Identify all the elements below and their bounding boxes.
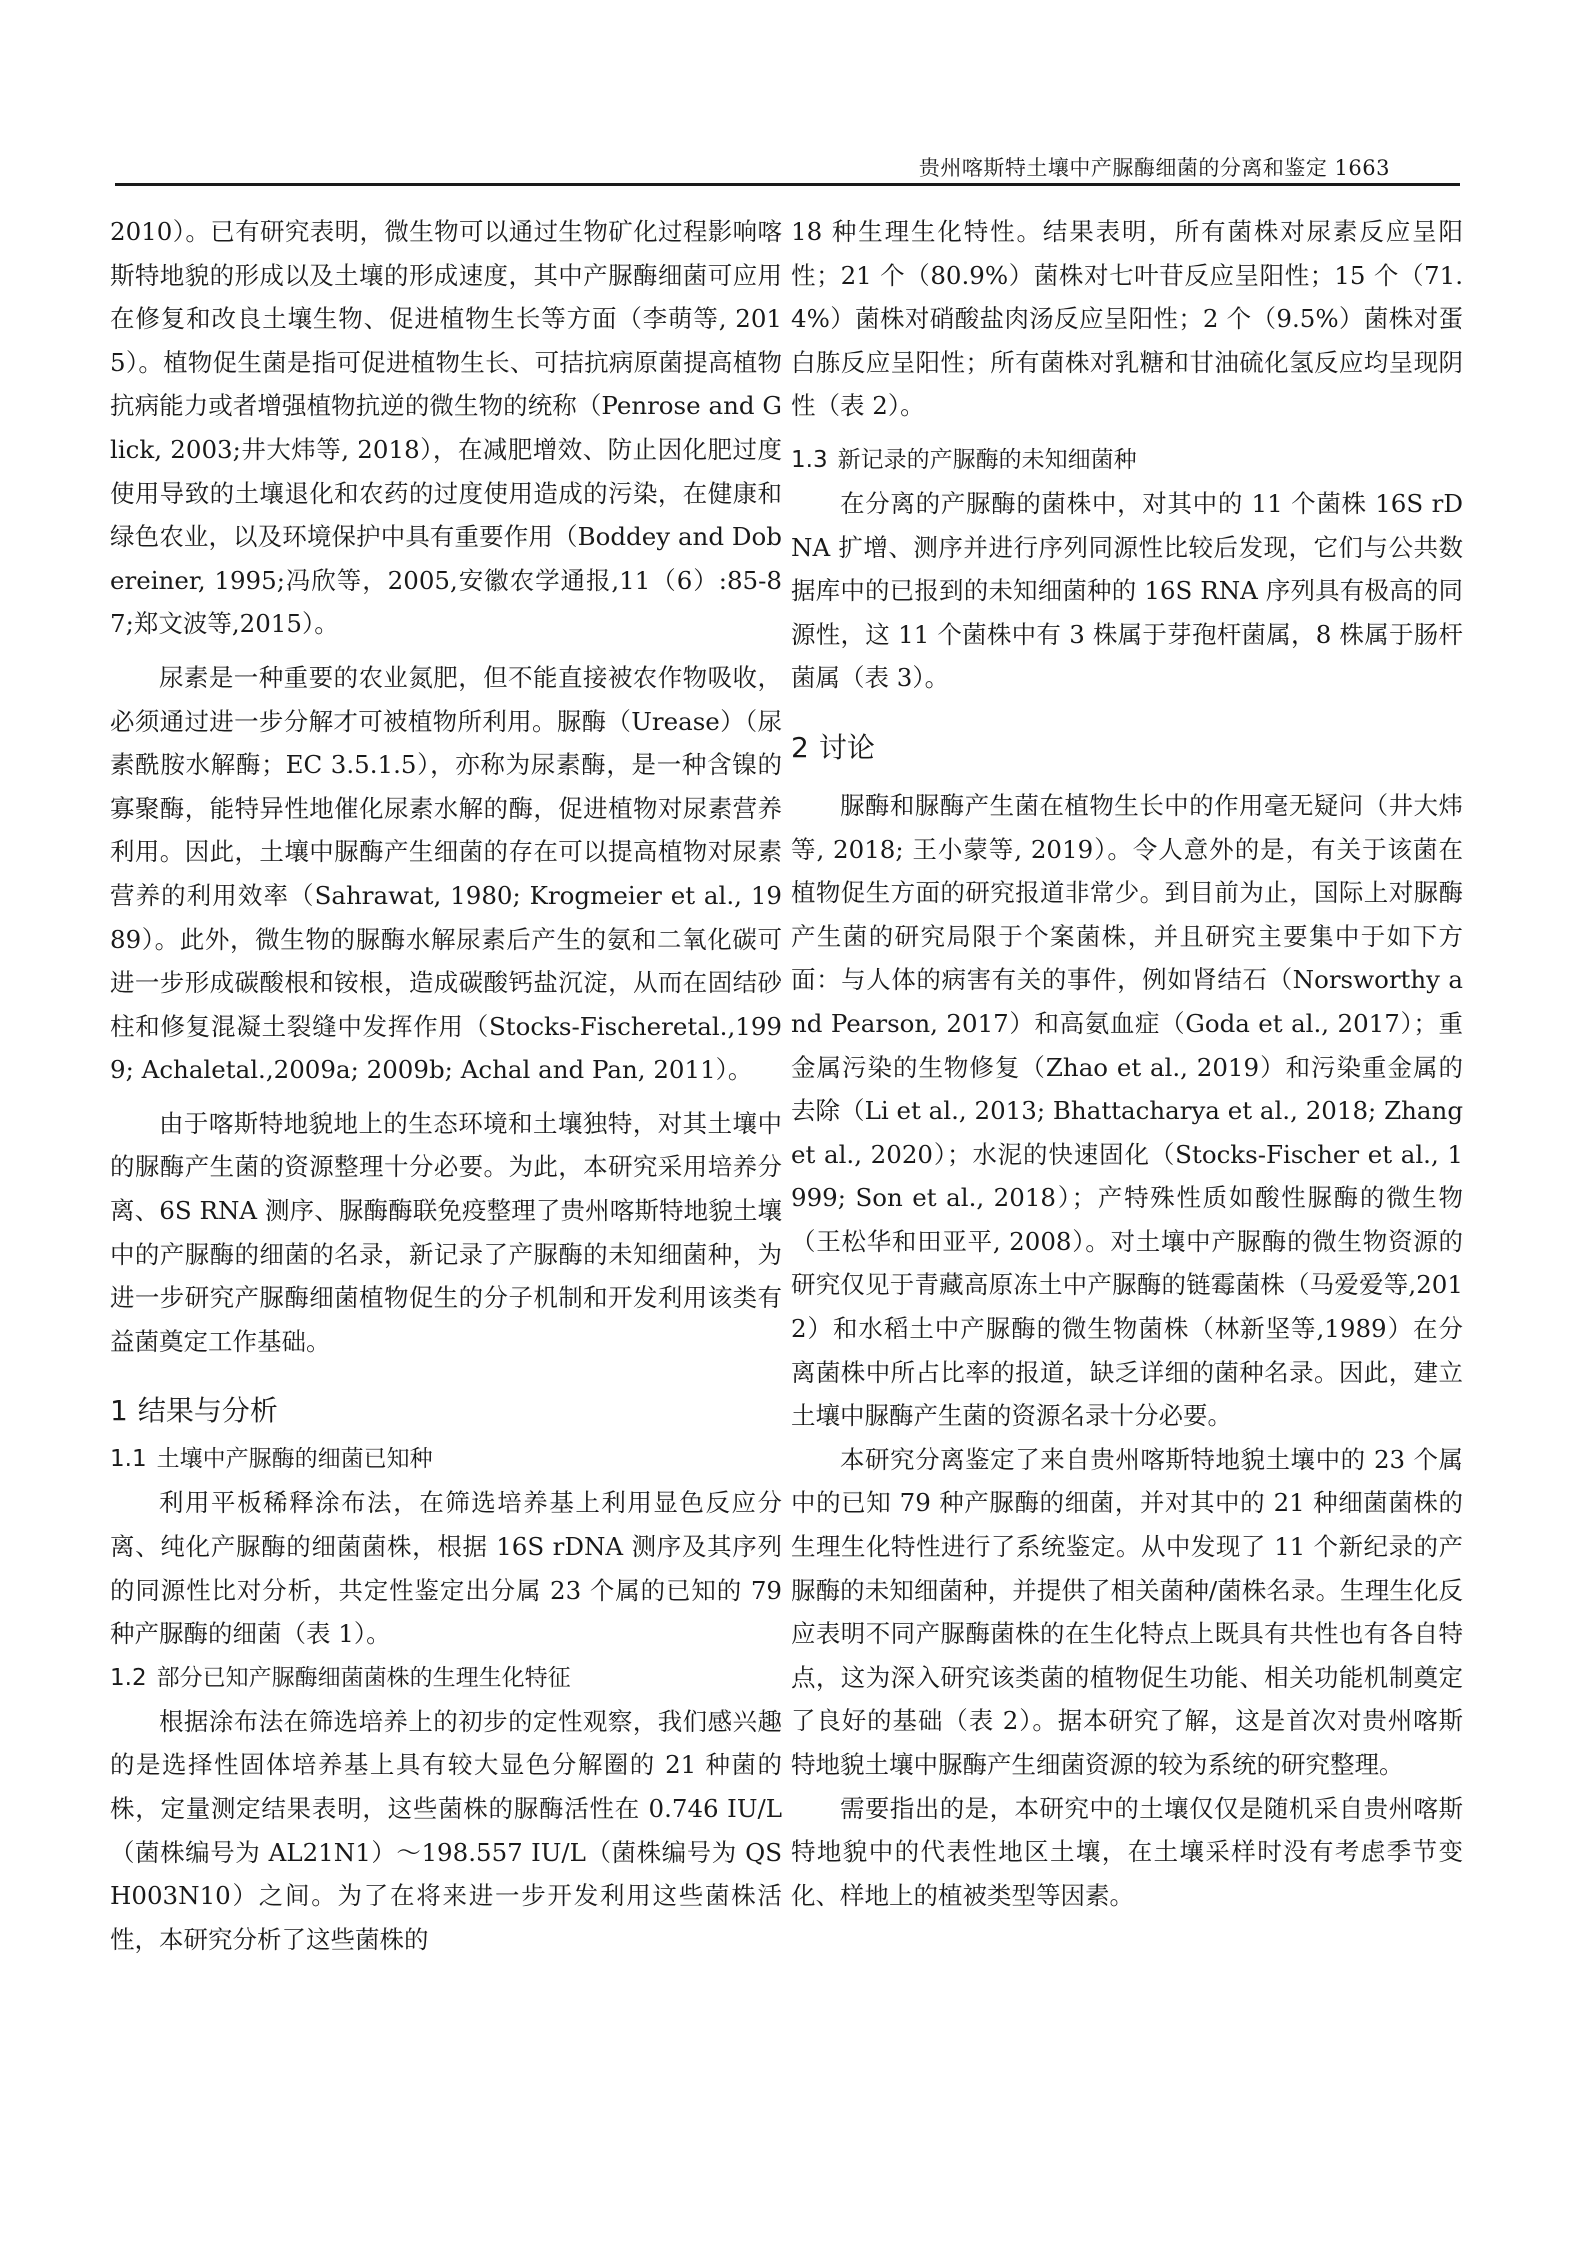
header-text [919,152,1390,182]
subsection-heading-1-1 [110,1437,782,1481]
subsection-title: 土壤中产脲酶的细菌已知种 [156,1446,433,1473]
left-paragraph-5: 根据涂布法在筛选培养上的初步的定性观察，我们感兴趣的是选择性固体培养基上具有较大显色分解圈的 21 种菌的株，定量测定结果表明，这些菌株的脲酶活性在 0.746 IU/L（菌株编号为 AL21N1）～198.557 IU/L（菌株编号为 QSH003N10）之间。为了在将来进一步开发利用这些菌株活性，本研究分析了这些菌株的 [110,1706,782,1954]
right-paragraph-4: 本研究分离鉴定了来自贵州喀斯特地貌土壤中的 23 个属中的已知 79 种产脲酶的细菌，并对其中的 21 种细菌菌株的生理生化特性进行了系统鉴定。从中发现了 11 个新纪录的产脲酶的未知细菌种，并提供了相关菌种/菌株名录。生理生化反应表明不同产脲酶菌株的在生化特点上既具有共性也有各自特点，这为深入研究该类菌的植物促生功能、相关功能机制奠定了良好的基础（表 2）。据本研究了解，这是首次对贵州喀斯特地貌土壤中脲酶产生细菌资源的较为系统的研究整理。 [791,1444,1463,1779]
left-paragraph-3: 由于喀斯特地貌地上的生态环境和土壤独特，对其土壤中的脲酶产生菌的资源整理十分必要。为此，本研究采用培养分离、6S RNA 测序、脲酶酶联免疫整理了贵州喀斯特地貌土壤中的产脲酶的细菌的名录，新记录了产脲酶的未知细菌种，为进一步研究产脲酶细菌植物促生的分子机制和开发利用该类有益菌奠定工作基础。 [110,1108,782,1356]
section-title: 讨论 [818,730,875,764]
running-title: 贵州喀斯特土壤中产脲酶细菌的分离和鉴定 [918,156,1328,180]
subsection-number: 1.2 [110,1664,147,1691]
right-paragraph-2: 在分离的产脲酶的菌株中，对其中的 11 个菌株 16S rDNA 扩增、测序并进行序列同源性比较后发现，它们与公共数据库中的已报到的未知细菌种的 16S RNA 序列具有极高的同源性，这 11 个菌株中有 3 株属于芽孢杆菌属，8 株属于肠杆菌属（表 3）。 [791,488,1463,693]
subsection-heading-1-2 [110,1656,782,1700]
subsection-title: 部分已知产脲酶细菌菌株的生理生化特征 [156,1664,571,1691]
left-paragraph-1: 2010）。已有研究表明，微生物可以通过生物矿化过程影响喀斯特地貌的形成以及土壤的形成速度，其中产脲酶细菌可应用在修复和改良土壤生物、促进植物生长等方面（李萌等, 2015）。植物促生菌是指可促进植物生长、可拮抗病原菌提高植物抗病能力或者增强植物抗逆的微生物的统称（Penrose and Glick, 2003;井大炜等, 2018），在减肥增效、防止因化肥过度使用导致的土壤退化和农药的过度使用造成的污染，在健康和绿色农业，以及环境保护中具有重要作用（Boddey and Dobereiner, 1995;冯欣等，2005,安徽农学通报,11（6）:85-87;郑文波等,2015）。 [110,217,782,639]
section-number: 1 [110,1394,128,1428]
subsection-heading-1-3 [791,438,1463,482]
section-heading-discussion [791,722,1463,774]
running-header [115,146,1460,186]
left-column [110,210,782,1961]
section-number: 2 [791,730,809,764]
section-heading-results [110,1385,782,1437]
right-column [791,210,1463,1917]
right-paragraph-1: 18 种生理生化特性。结果表明，所有菌株对尿素反应呈阳性；21 个（80.9%）菌株对七叶苷反应呈阳性；15 个（71.4%）菌株对硝酸盐肉汤反应呈阳性；2 个（9.5%）菌株对蛋白胨反应呈阳性；所有菌株对乳糖和甘油硫化氢反应均呈现阴性（表 2）。 [791,217,1463,421]
right-paragraph-3: 脲酶和脲酶产生菌在植物生长中的作用毫无疑问（井大炜等, 2018; 王小蒙等, 2019）。令人意外的是，有关于该菌在植物促生方面的研究报道非常少。到目前为止，国际上对脲酶产生菌的研究局限于个案菌株，并且研究主要集中于如下方面：与人体的病害有关的事件，例如肾结石（Norsworthy and Pearson, 2017）和高氨血症（Goda et al., 2017）；重金属污染的生物修复（Zhao et al., 2019）和污染重金属的去除（Li et al., 2013; Bhattacharya et al., 2018; Zhang et al., 2020）；水泥的快速固化（Stocks-Fischer et al., 1999; Son et al., 2018）；产特殊性质如酸性脲酶的微生物（王松华和田亚平, 2008）。对土壤中产脲酶的微生物资源的研究仅见于青藏高原冻土中产脲酶的链霉菌株（马爱爱等,2012）和水稻土中产脲酶的微生物菌株（林新坚等,1989）在分离菌株中所占比率的报道，缺乏详细的菌种名录。因此，建立土壤中脲酶产生菌的资源名录十分必要。 [791,790,1463,1431]
subsection-number: 1.1 [110,1446,147,1473]
left-paragraph-2: 尿素是一种重要的农业氮肥，但不能直接被农作物吸收，必须通过进一步分解才可被植物所利用。脲酶（Urease）（尿素酰胺水解酶；EC 3.5.1.5），亦称为尿素酶，是一种含镍的寡聚酶，能特异性地催化尿素水解的酶，促进植物对尿素营养利用。因此，土壤中脲酶产生细菌的存在可以提高植物对尿素营养的利用效率（Sahrawat, 1980; Krogmeier et al., 1989）。此外，微生物的脲酶水解尿素后产生的氨和二氧化碳可进一步形成碳酸根和铵根，造成碳酸钙盐沉淀，从而在固结砂柱和修复混凝土裂缝中发挥作用（Stocks-Fischeretal.,1999; Achaletal.,2009a; 2009b; Achal and Pan, 2011）。 [110,662,782,1085]
left-paragraph-4: 利用平板稀释涂布法，在筛选培养基上利用显色反应分离、纯化产脲酶的细菌菌株，根据 16S rDNA 测序及其序列的同源性比对分析，共定性鉴定出分属 23 个属的已知的 79 种产脲酶的细菌（表 1）。 [110,1488,782,1649]
subsection-title: 新记录的产脲酶的未知细菌种 [837,446,1137,473]
section-title: 结果与分析 [137,1394,278,1428]
page-number: 1663 [1334,156,1390,180]
right-paragraph-5: 需要指出的是，本研究中的土壤仅仅是随机采自贵州喀斯特地貌中的代表性地区土壤，在土壤采样时没有考虑季节变化、样地上的植被类型等因素。 [791,1793,1463,1910]
subsection-number: 1.3 [791,446,828,473]
